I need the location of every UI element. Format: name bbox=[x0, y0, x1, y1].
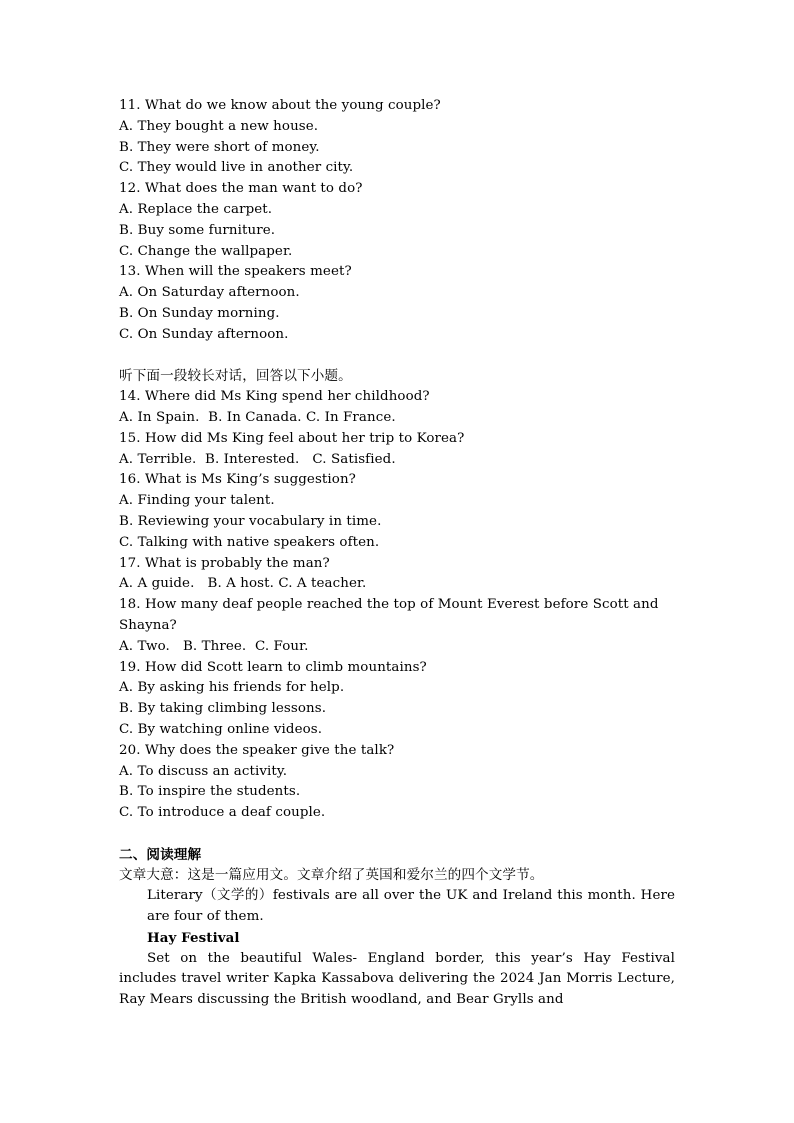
question-11: 11. What do we know about the young couple? bbox=[119, 98, 441, 113]
question-18: 18. How many deaf people reached the top of Mount Everest before Scott and Shayna? bbox=[119, 597, 659, 633]
option-11c: C. They would live in another city. bbox=[119, 160, 354, 176]
options-17: A. A guide. B. A host. C. A teacher. bbox=[119, 576, 367, 592]
option-20c: C. To introduce a deaf couple. bbox=[119, 805, 326, 821]
section-title: 二、阅读理解 bbox=[119, 846, 202, 863]
document-body bbox=[119, 96, 675, 1011]
question-16: 16. What is Ms King’s suggestion? bbox=[119, 472, 356, 488]
festival-heading: Hay Festival bbox=[147, 929, 240, 946]
article-intro bbox=[119, 886, 675, 928]
reading-section bbox=[119, 845, 675, 1011]
option-16c: C. Talking with native speakers often. bbox=[119, 534, 380, 550]
question-14: 14. Where did Ms King spend her childhood? bbox=[119, 389, 430, 405]
article-summary: 文章大意：这是一篇应用文。文章介绍了英国和爱尔兰的四个文学节。 bbox=[119, 867, 544, 884]
option-12c: C. Change the wallpaper. bbox=[119, 243, 293, 259]
article-intro-text: Literary（文学的）festivals are all over the UK and Ireland this month. Here are four of them. bbox=[147, 888, 675, 925]
option-16b: B. Reviewing your vocabulary in time. bbox=[119, 513, 382, 529]
option-19c: C. By watching online videos. bbox=[119, 721, 323, 737]
question-12: 12. What does the man want to do? bbox=[119, 181, 363, 197]
option-12b: B. Buy some furniture. bbox=[119, 222, 276, 238]
option-13a: A. On Saturday afternoon. bbox=[119, 285, 300, 301]
option-19b: B. By taking climbing lessons. bbox=[119, 701, 327, 717]
question-15: 15. How did Ms King feel about her trip to Korea? bbox=[119, 430, 465, 446]
listening-instruction: 听下面一段较长对话，回答以下小题。 bbox=[119, 368, 352, 385]
option-11b: B. They were short of money. bbox=[119, 139, 320, 155]
options-18: A. Two. B. Three. C. Four. bbox=[119, 638, 309, 654]
festival-paragraph: Set on the beautiful Wales- England border, this year’s Hay Festival includes travel writer Kapka Kassabova delivering the 2024 Jan Morris Lecture, Ray Mears discussing the British woodland, and Bear Grylls and bbox=[119, 950, 675, 1008]
listening-questions-14-20 bbox=[119, 366, 675, 824]
listening-questions-11-13 bbox=[119, 96, 675, 346]
option-13b: B. On Sunday morning. bbox=[119, 305, 280, 321]
spacer bbox=[119, 346, 675, 367]
question-13: 13. When will the speakers meet? bbox=[119, 264, 352, 280]
option-20a: A. To discuss an activity. bbox=[119, 763, 288, 779]
option-16a: A. Finding your talent. bbox=[119, 493, 275, 509]
option-19a: A. By asking his friends for help. bbox=[119, 680, 345, 696]
question-17: 17. What is probably the man? bbox=[119, 555, 330, 571]
option-12a: A. Replace the carpet. bbox=[119, 201, 273, 217]
option-11a: A. They bought a new house. bbox=[119, 118, 319, 134]
option-20b: B. To inspire the students. bbox=[119, 784, 301, 800]
question-20: 20. Why does the speaker give the talk? bbox=[119, 742, 395, 758]
options-15: A. Terrible. B. Interested. C. Satisfied. bbox=[119, 451, 396, 467]
option-13c: C. On Sunday afternoon. bbox=[119, 326, 289, 342]
spacer bbox=[119, 824, 675, 845]
options-14: A. In Spain. B. In Canada. C. In France. bbox=[119, 409, 396, 425]
question-19: 19. How did Scott learn to climb mountains? bbox=[119, 659, 427, 675]
